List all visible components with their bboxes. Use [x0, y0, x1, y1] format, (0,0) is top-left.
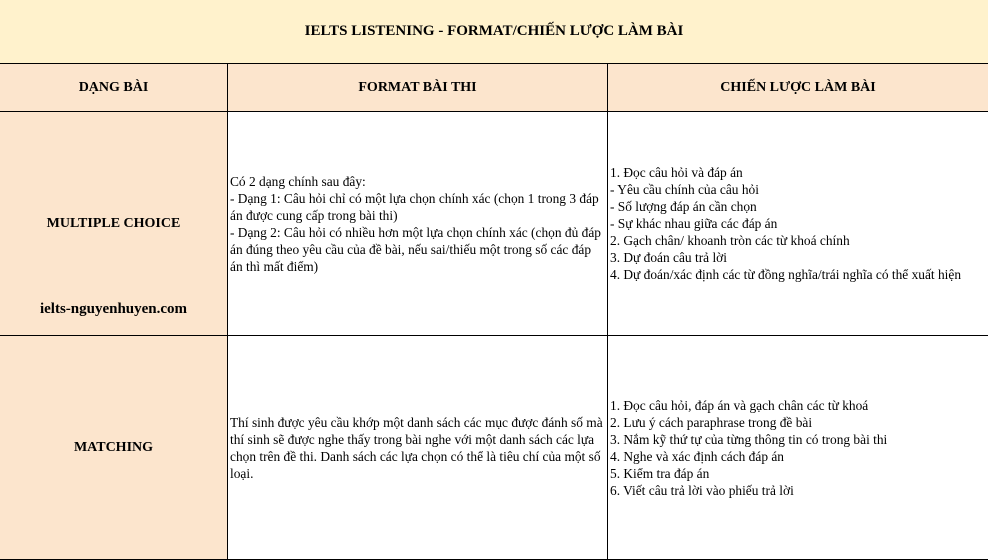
format-cell — [228, 336, 608, 560]
header-strategy: CHIẾN LƯỢC LÀM BÀI — [608, 64, 988, 112]
watermark: ielts-nguyenhuyen.com — [39, 301, 188, 317]
strategy-line: - Yêu cầu chính của câu hỏi — [610, 182, 759, 197]
format-line: - Dạng 1: Câu hỏi chỉ có một lựa chọn chính xác (chọn 1 trong 3 đáp án được cung cấp trong bài thi) — [230, 190, 599, 223]
question-type: MATCHING — [73, 440, 154, 455]
strategy-line: - Số lượng đáp án cần chọn — [610, 199, 757, 214]
strategy-line: 2. Lưu ý cách paraphrase trong đề bài — [610, 414, 813, 430]
strategy-line: 6. Viết câu trả lời vào phiếu trả lời — [610, 482, 794, 498]
strategy-line: 3. Nắm kỹ thứ tự của từng thông tin có trong bài thi — [610, 431, 888, 447]
format-line: Thí sinh được yêu cầu khớp một danh sách các mục được đánh số mà thí sinh sẽ được nghe thấy trong bài nghe với một danh sách các lựa chọn trên đề thi. Danh sách các lựa chọn có thể là tiêu chí của một số loại. — [230, 414, 603, 481]
question-type: MULTIPLE CHOICE — [46, 216, 181, 231]
strategy-line: - Sự khác nhau giữa các đáp án — [610, 216, 778, 231]
header-format: FORMAT BÀI THI — [228, 64, 608, 112]
strategy-line: 4. Dự đoán/xác định các từ đồng nghĩa/trái nghĩa có thể xuất hiện — [610, 267, 962, 282]
strategy-line: 1. Đọc câu hỏi, đáp án và gạch chân các từ khoá — [610, 397, 869, 413]
strategy-line: 2. Gạch chân/ khoanh tròn các từ khoá chính — [610, 233, 850, 248]
table-title: IELTS LISTENING - FORMAT/CHIẾN LƯỢC LÀM BÀI — [0, 0, 988, 64]
row-type-cell — [0, 112, 228, 336]
header-type: DẠNG BÀI — [0, 64, 228, 112]
format-cell — [228, 112, 608, 336]
format-line: Có 2 dạng chính sau đây: — [230, 173, 366, 189]
format-line: - Dạng 2: Câu hỏi có nhiều hơn một lựa chọn chính xác (chọn đủ đáp án đúng theo yêu cầu của đề bài, nếu sai/thiếu một trong số các đáp án thì mất điểm) — [230, 224, 601, 274]
row-type-cell — [0, 336, 228, 560]
strategy-line: 5. Kiểm tra đáp án — [610, 465, 710, 481]
strategy-line: 1. Đọc câu hỏi và đáp án — [610, 165, 743, 180]
strategy-line: 3. Dự đoán câu trả lời — [610, 250, 727, 265]
strategy-cell — [608, 336, 988, 560]
strategy-line: 4. Nghe và xác định cách đáp án — [610, 448, 785, 464]
strategy-cell — [608, 112, 988, 336]
